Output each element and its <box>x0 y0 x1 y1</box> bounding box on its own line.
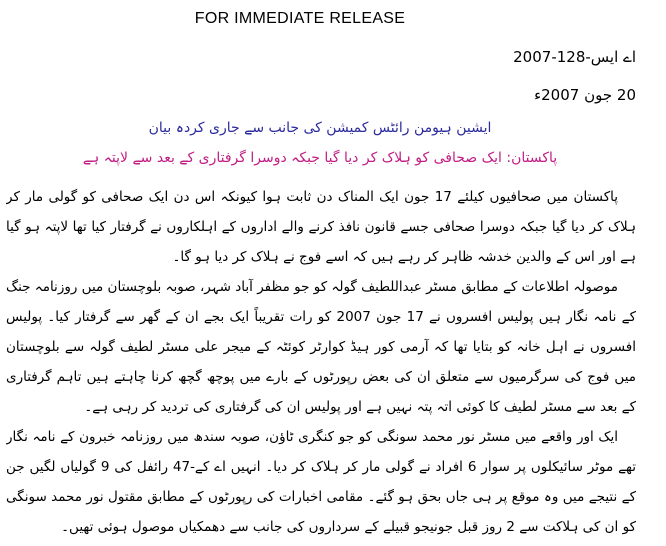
release-date: 20 جون 2007ء <box>534 86 636 104</box>
statement-body <box>6 182 636 546</box>
body-paragraph: ایک اور واقعے میں مسٹر نور محمد سونگی کو جو کنگری ٹاؤن، صوبہ سندھ میں روزنامہ خبرون کے نامہ نگار تھے موٹر سائیکلوں پر سوار 6 افراد نے گولی مار کر ہلاک کر دیا۔ انہیں اے کے-47 رائفل کی 9 گولیاں لگیں جن کے نتیجے میں وہ موقع پر ہی جاں بحق ہو گئے۔ مقامی اخبارات کی رپورٹوں کے مطابق مقتول نور محمد سونگی کو ان کی ہلاکت سے 2 روز قبل جونیجو قبیلے کے سرداروں کی جانب سے دھمکیاں موصول ہوئی تھیں۔ <box>6 429 636 535</box>
statement-title: ایشین ہیومن رائٹس کمیشن کی جانب سے جاری کردہ بیان <box>148 120 492 136</box>
body-paragraph: موصولہ اطلاعات کے مطابق مسٹر عبداللطیف گولہ کو جو مظفر آباد شہر، صوبہ بلوچستان میں روزنامہ جنگ کے نامہ نگار ہیں پولیس افسروں نے 17 جون 2007 کو رات تقریباً ایک بجے ان کے گھر سے گرفتار کیا۔ پولیس افسروں نے اہل خانہ کو بتایا تھا کہ آرمی کور ہیڈ کوارٹر کوئٹہ کے میجر علی مسٹر لطیف گولہ سے بلوچستان میں فوج کی سرگرمیوں سے متعلق ان کی بعض رپورٹوں کے بارے میں پوچھ گچھ کرنا چاہتے ہیں تاہم گرفتاری کے بعد سے مسٹر لطیف کا کوئی اتہ پتہ نہیں ہے اور پولیس ان کی گرفتاری کی تردید کر رہی ہے۔ <box>6 279 636 415</box>
body-paragraph: پاکستان میں صحافیوں کیلئے 17 جون ایک المناک دن ثابت ہوا کیونکہ اس دن ایک صحافی کو گولی مار کر ہلاک کر دیا گیا جبکہ دوسرا صحافی جسے قانون نافذ کرنے والے اداروں کے اہلکاروں نے گرفتار کیا تھا لاپتہ ہو گیا ہے اور اس کے والدین خدشہ ظاہر کر رہے ہیں کہ اسے فوج نے ہلاک کر دیا ہو گا۔ <box>6 189 636 265</box>
reference-number: اے ایس-128-2007 <box>513 48 636 66</box>
statement-subtitle: پاکستان: ایک صحافی کو ہلاک کر دیا گیا جبکہ دوسرا گرفتاری کے بعد سے لاپتہ ہے <box>82 150 558 166</box>
release-header: FOR IMMEDIATE RELEASE <box>194 10 406 27</box>
